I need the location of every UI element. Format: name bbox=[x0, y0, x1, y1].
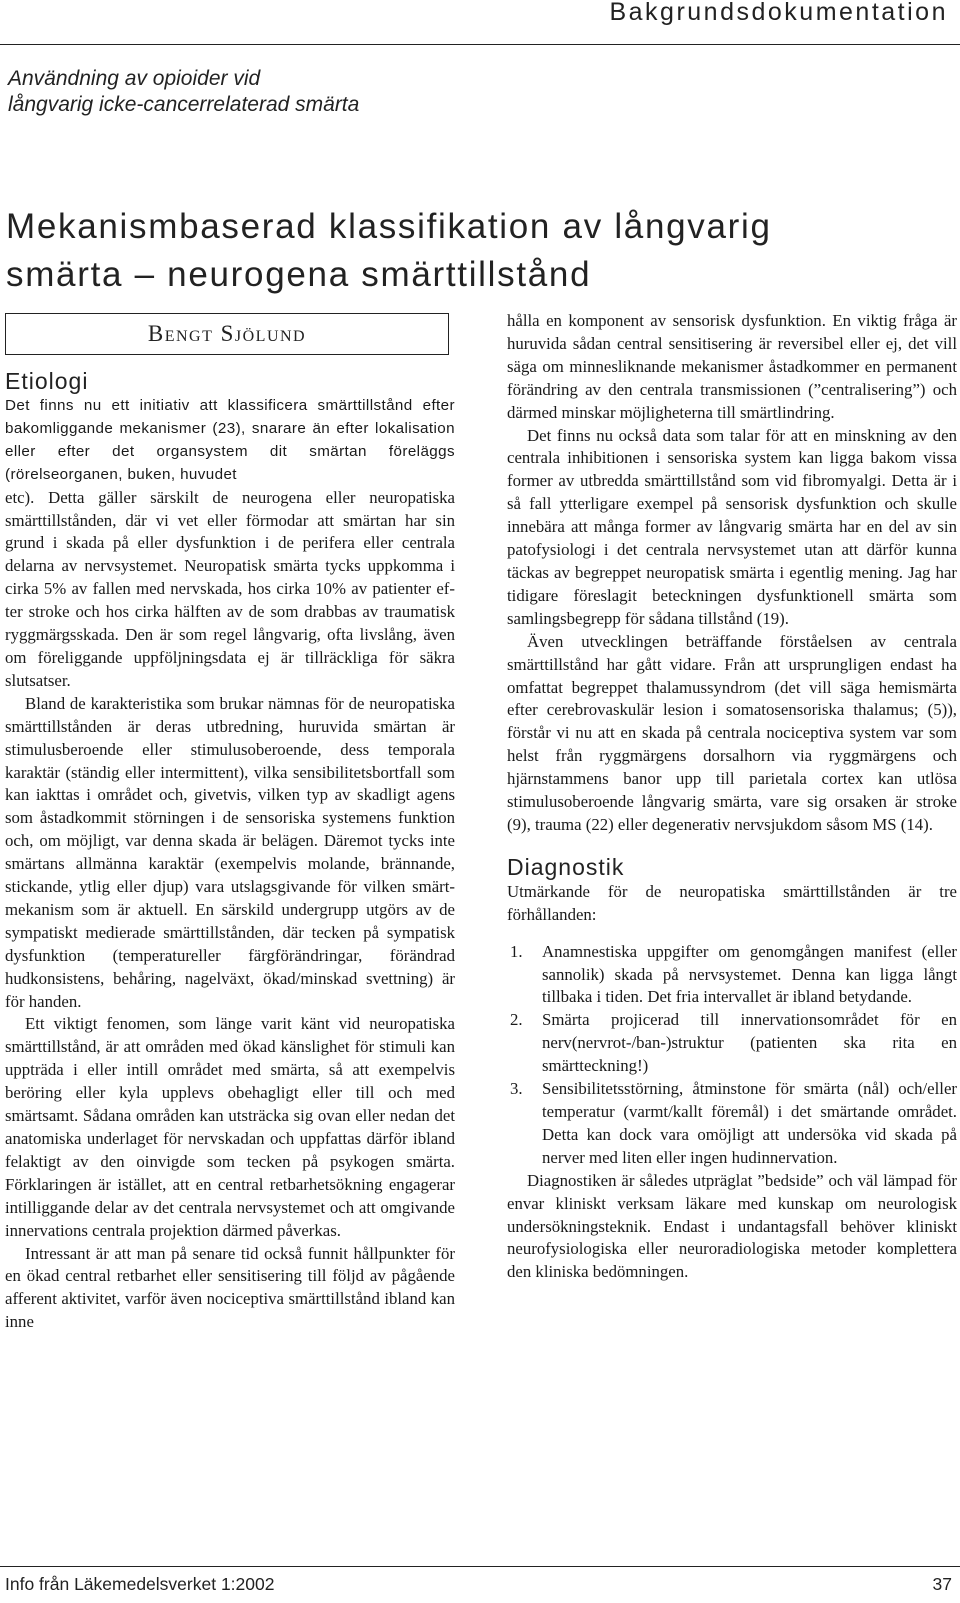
series-title-line-1: Användning av opioider vid bbox=[8, 67, 261, 90]
running-head: Bakgrundsdokumentation bbox=[609, 0, 948, 26]
section-heading-diagnostik: Diagnostik bbox=[507, 853, 625, 880]
page-number: 37 bbox=[932, 1574, 952, 1594]
list-item-number: 2. bbox=[510, 1010, 523, 1030]
paragraph-etiologi-6: Även utvecklingen beträffande förståelsen av centrala smärttillstånd har gått vidare. Från att ursprungligen endast ha omfattat begreppet thalamussyndrom (det vill säga hemismärta efter cerebrovaskulär lesion i somatosensoriska thalamus; (5)), förstår vi nu att en skada på centrala nociceptiva system var som helst från ryggmärgens dorsalhorn via ryggmärgens och hjärnstammens banor upp till parietala cortex kan utlösa stimulusoberoende långvarig smärta, vare sig orsaken är stroke (9), trauma (22) eller degenerativ nervsjukdom såsom MS (14). bbox=[507, 631, 957, 834]
paragraph-diagnostik-closing: Diagnostiken är således utpräglat ”bedside” och väl lämpad för envar kliniskt verksam läkare med kunskap om neurologisk undersökningsteknik. Endast i undantagsfall behöver kliniskt neurofysiologiska eller neuroradiologiska metoder komplettera den kliniska bedömningen. bbox=[507, 1170, 957, 1282]
list-item bbox=[507, 1078, 957, 1170]
footer-rule bbox=[0, 1566, 960, 1567]
paragraph-etiologi-3: Ett viktigt fenomen, som länge varit känt vid neuropatiska smärttillstånd, är att områden med ökad känslighet för stimuli kan uppträda i eller intill området med smärta, så att exempelvis beröring eller kyla upplevs obehagligt eller till och med smärtsamt. Sådana områden kan utsträcka sig ovan eller nedan det anatomiska underlaget för nervskadan och uppfattas därför ibland felaktigt av den oinvigde som tecken på psykogen smärta. Förklaringen är istället, att en central retbarhetsökning engagerar intilliggande delar av det centrala nervsystemet och att omgivande innervations centrala projektion därmed påverkas. bbox=[5, 1014, 455, 1240]
paragraph-etiologi-5: Det finns nu också data som talar för att en minskning av den centrala inhibitionen i sensoriska system kan ligga bakom vissa former av utbredda smärttillstånd som vid fibromyalgi. Detta är i så fall ytterligare exempel på sensorisk dysfunktion och skulle innebära att många former av långvarig smärta har en del av sin patofysiologi i det centrala nervsystemet utan att därför kunna täckas av begreppet neuropatisk smärta i egentlig mening. Jag har tidigare föreslagit beteckningen dysfunktionell smärta som samlingsbegrepp för sådana tillstånd (19). bbox=[507, 425, 957, 628]
footer-publication: Info från Läkemedelsverket 1:2002 bbox=[5, 1574, 275, 1594]
article-title-line-2: smärta – neurogena smärttillstånd bbox=[6, 255, 592, 294]
list-item bbox=[507, 941, 957, 1010]
paragraph-etiologi-2: Bland de karakteristika som brukar nämnas för de neuropatiska smärttillstånden är deras utbredning, huruvida smärtan är stimulusberoende eller stimulusoberoende, dess temporala karaktär (ständig eller intermittent), vilka sensibilitetsbortfall som kan iakttas i området och, givetvis, vilken typ av skadligt agens som åstadkommit störningen i de sensoriska systemens funktion och, om möjligt, var denna skada är belägen. Däremot tycks inte smärtans allmänna karaktär (exempelvis molande, brännande, stickande, ytlig eller djup) vara utslagsgivande för vilken smärtmekanism som är aktuell. En särskild undergrupp utgörs av de sympatiskt medierade smärttillstånden, där tecken på sympatisk dysfunktion (temperatureller färgförändringar, förändrad hudkonsistens, behåring, nagelväxt, ökad/minskad svettning) är för handen. bbox=[5, 693, 455, 1011]
series-title-line-2: långvarig icke-cancerrelaterad smärta bbox=[8, 93, 360, 116]
header-rule bbox=[0, 44, 960, 45]
diagnostic-criteria-list bbox=[507, 941, 957, 1170]
article-title bbox=[6, 203, 946, 299]
paragraph-etiologi-1: etc). Detta gäller särskilt de neurogena eller neuropatiska smärttillstånden, där vi vet eller förmodar att smärtan har sin grund i skada på eller dysfunktion i de perifera eller centrala delarna av nervsystemet. Neuropatisk smärta tycks uppkomma i cirka 5% av fallen med nervskada, hos cirka 10% av patienter efter stroke och hos cirka hälften av de som drabbas av traumatisk ryggmärgsskada. Den är som regel långvarig, ofta livslång, även om föreliggande uppföljningsdata ej är tillräckliga för säkra slutsatser. bbox=[5, 487, 455, 690]
list-item-text: Anamnestiska uppgifter om genomgången manifest (eller sannolik) skada på nervsystemet. Denna kan ligga långt tillbaka i tiden. Det fria intervallet är ibland betydande. bbox=[542, 941, 957, 1007]
series-title bbox=[8, 66, 359, 118]
author-box bbox=[5, 313, 449, 355]
list-item-text: Smärta projicerad till innervationsområdet för en nerv(nervrot-/ban-)struktur (patienten ska rita en smärtteckning!) bbox=[542, 1010, 957, 1076]
list-item-number: 1. bbox=[510, 941, 523, 961]
list-item bbox=[507, 1009, 957, 1078]
paragraph-diagnostik-intro: Utmärkande för de neuropatiska smärttillstånden är tre förhållanden: bbox=[507, 881, 957, 924]
paragraph-etiologi-4: Intressant är att man på senare tid också funnit hållpunkter för en ökad central retbarhet eller sensitisering till följd av pågående afferent aktivitet, varför även nociceptiva smärttillstånd ibland kan inne bbox=[5, 1243, 455, 1332]
article-title-line-1: Mekanismbaserad klassifikation av långvarig bbox=[6, 207, 772, 246]
list-item-text: Sensibilitetsstörning, åtminstone för smärta (nål) och/eller temperatur (varmt/kallt föremål) i det smärtande området. Detta kan dock vara omöjligt att undersöka vid skada på nerver med liten eller ingen hudinnervation. bbox=[542, 1079, 957, 1167]
left-column bbox=[5, 367, 455, 1334]
right-column bbox=[507, 310, 957, 1284]
paragraph-etiologi-lead: Det finns nu ett initiativ att klassificera smärttillstånd efter bakomliggande mekanismer (23), snarare än efter lokalisation eller efter det organsystem dit smärtan föreläggs (rörelseorganen, buken, huvudet bbox=[5, 397, 455, 483]
section-heading-etiologi: Etiologi bbox=[5, 368, 89, 394]
paragraph-etiologi-4-continued: hålla en komponent av sensorisk dysfunktion. En viktig fråga är huruvida sådan central sensitisering är reversibel eller ej, det vill säga om minnesliknande mekanismer åstadkommer en permanent förändring av den centrala transmissionen (”centralisering”) och därmed minskar möjligheterna till smärtlindring. bbox=[507, 311, 957, 422]
author-name: Bengt Sjölund bbox=[147, 321, 307, 346]
list-item-number: 3. bbox=[510, 1079, 523, 1099]
